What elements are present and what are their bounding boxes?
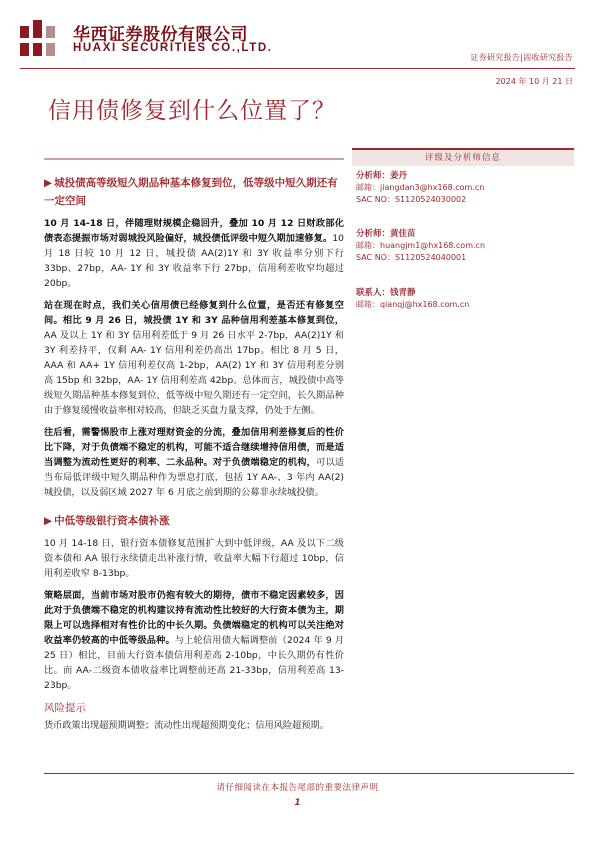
contact-name: 钱青静 [390, 288, 416, 298]
risk-text: 货币政策出现超预期调整；流动性出现超预期变化；信用风险超预期。 [44, 720, 329, 731]
section-heading-2: ▶ 中低等级银行资本债补涨 [44, 512, 344, 530]
analyst-sac: SAC NO：S1120524030002 [356, 195, 467, 204]
header-divider [20, 68, 575, 69]
company-name-cn: 华西证券股份有限公司 [73, 25, 248, 45]
report-type: 证券研究报告|固收研究报告 [470, 53, 573, 62]
contact-card: 联系人：钱青静 邮箱：qianqj@hx168.com.cn [356, 287, 571, 311]
analyst-name: 黄佳苗 [390, 229, 416, 239]
footer-divider [44, 773, 574, 774]
analyst-name: 姜丹 [390, 171, 408, 181]
page-number: 1 [294, 798, 301, 808]
section-heading-1: ▶ 城投债高等级短久期品种基本修复到位，低等级中短久期还有一定空间 [44, 174, 344, 210]
huaxi-logo-icon [20, 20, 60, 56]
page-title: 信用债修复到什么位置了？ [48, 98, 336, 124]
main-content [44, 160, 344, 740]
paragraph: 站在现在时点，我们关心信用债已经修复到什么位置，是否还有修复空间。相比 9 月 26 日，城投债 1Y 和 3Y 品种信用利差基本修复到位，AA 及以上 1Y 和 3Y 信用利差低于 9 月 26 日水平 2-7bp，AA(2)1Y 和 3Y 利差持平，仅剩 AA- 1Y 信用利差仍高出 17bp。相比 8 月 5 日，AAA 和 AA+ 1Y 信用利差仅高 1-2bp，AA(2) 1Y 和 3Y 信用利差分别高 15bp 和 32bp，AA- 1Y 信用利差高 42bp。总体而言，城投债中高等级短久期品种基本修复到位，低等级中短久期还有一定空间，长久期品种由于修复缓慢收益率相对较高，但缺乏买盘力量支撑，仍处于左侧。 [44, 300, 344, 416]
triangle-bullet-icon: ▶ [44, 515, 53, 527]
paragraph: 10 月 14-18 日，伴随理财规模企稳回升，叠加 10 月 12 日财政部化债表态提振市场对弱城投风险偏好，城投债低评级中短久期加速修复。10 月 18 日较 10 月 12 日，城投债 AA(2)1Y 和 3Y 收益率分别下行 33bp、27bp，AA- 1Y 和 3Y 收益率下行 27bp，信用利差收窄均超过 20bp。 [44, 218, 344, 289]
analyst-sac: SAC NO：S1120524040001 [356, 253, 467, 262]
analyst-card: 分析师：黄佳苗 邮箱：huangjm1@hx168.com.cn SAC NO：S1120524040001 [356, 228, 571, 264]
report-date: 2024 年 10 月 21 日 [495, 77, 573, 86]
paragraph: 策略层面，当前市场对股市仍抱有较大的期待，债市不稳定因素较多，因此对于负债端不稳定的机构建议持有流动性比较好的大行资本债为主，期限上可以选择相对有性价比的中长久期。负债端稳定的机构可以关注绝对收益率仍较高的中低等级品种。与上轮信用债大幅调整前（2024 年 9 月 25 日）相比，目前大行资本债信用利差高 2-10bp，中长久期仍有性价比。而 AA-二级资本债收益率比调整前还高 21-33bp，信用利差高 13-23bp。 [44, 590, 344, 691]
paragraph: 往后看，需警惕股市上涨对理财资金的分流，叠加信用利差修复后的性价比下降，对于负债端不稳定的机构，可能不适合继续增持信用债，而是适当调整为流动性更好的利率、二永品种。对于负债端稳定的机构，可以适当布局低评级中短久期品种作为票息打底，包括 1Y AA-、3 年内 AA(2)城投债，以及弱区域 2027 年 6 月底之前到期的公募非永续城投债。 [44, 427, 345, 498]
triangle-bullet-icon: ▶ [44, 177, 53, 189]
legal-notice: 请仔细阅读在本报告尾部的重要法律声明 [216, 783, 379, 793]
analyst-email[interactable]: 邮箱：jiangdan3@hx168.com.cn [356, 183, 485, 192]
risk-heading: 风险提示 [44, 702, 86, 714]
analyst-email[interactable]: 邮箱：huangjm1@hx168.com.cn [356, 241, 486, 250]
sidebar-heading: 评级及分析师信息 [352, 150, 574, 166]
company-name-en: HUAXI SECURITIES CO.,LTD. [73, 42, 273, 54]
paragraph: 10 月 14-18 日，银行资本债修复范围扩大到中低评级，AA 及以下二级资本债和 AA 银行永续债走出补涨行情，收益率大幅下行超过 10bp，信用利差收窄 8-13bp。 [44, 538, 344, 579]
contact-email[interactable]: 邮箱：qianqj@hx168.com.cn [356, 300, 470, 309]
analyst-card: 分析师：姜丹 邮箱：jiangdan3@hx168.com.cn SAC NO：S1120524030002 [356, 170, 571, 206]
